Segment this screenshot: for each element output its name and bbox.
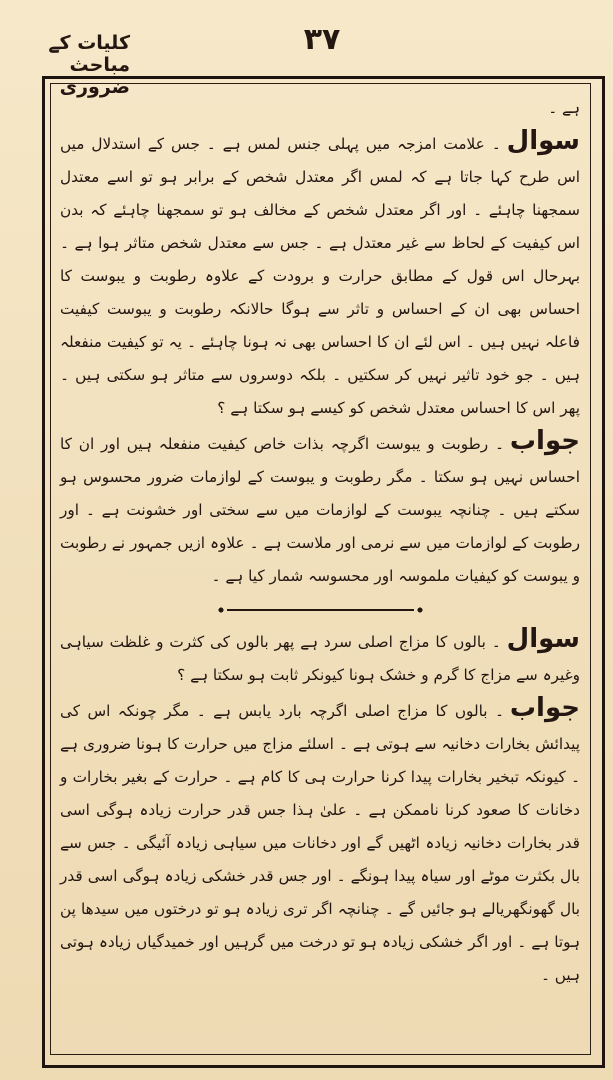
answer-1-text: ۔ رطوبت و یبوست اگرچہ بذات خاص کیفیت منفعلہ ہیں اور ان کا احساس نہیں ہو سکتا ۔ مگر رطوبت و یبوست کے لوازمات ضرور محسوس ہو سکتے ہیں ۔ چنانچہ یبوست کے لوازمات میں سے سختی اور خشونت ہے ۔ اور رطوبت کے لوازمات میں سے نرمی اور ملاست ہے ۔ علاوہ ازیں جمہور نے رطوبت و یبوست کو کیفیات ملموسہ اور محسوسہ شمار کیا ہے ۔ bbox=[60, 435, 580, 585]
answer-1-label: جواب bbox=[509, 426, 580, 456]
answer-2-label: جواب bbox=[509, 693, 580, 723]
page-header bbox=[0, 18, 613, 98]
page-number: ۳۷ bbox=[303, 22, 341, 57]
question-1-label: سوال bbox=[506, 126, 580, 156]
question-2-label: سوال bbox=[506, 624, 580, 654]
carry-over-line: ہے ۔ bbox=[548, 99, 580, 117]
answer-2 bbox=[60, 692, 580, 992]
running-title: کلیات کے مباحث ضروری bbox=[48, 32, 130, 98]
body-text bbox=[60, 92, 580, 992]
question-2 bbox=[60, 623, 580, 692]
answer-1 bbox=[60, 425, 580, 593]
answer-2-text: ۔ بالوں کا مزاج اصلی اگرچہ بارد یابس ہے ۔ مگر چونکہ اس کی پیدائش بخارات دخانیہ سے ہوتی ہے ۔ اسلئے مزاج میں حرارت کا ہونا ضروری ہے ۔ کیونکہ تبخیر بخارات پیدا کرنا حرارت ہی کا کام ہے ۔ حرارت کے بغیر بخارات و دخانات کا صعود کرنا ناممکن ہے ۔ علیٰ ہذا جس قدر حرارت زیادہ ہوگی اسی قدر بخارات دخانیہ زیادہ اٹھیں گے اور دخانات میں سیاہی زیادہ آئیگی ۔ جس سے بال بکثرت موٹے اور سیاہ پیدا ہونگے ۔ اور جس قدر خشکی زیادہ ہوگی اسی قدر بال گھونگھریالے ہو جائیں گے ۔ چنانچہ اگر تری زیادہ ہو تو درختوں میں سیدھا پن ہوتا ہے ۔ اور اگر خشکی زیادہ ہو تو درخت میں گرہیں اور خمیدگیاں زیادہ ہوتی ہیں ۔ bbox=[60, 702, 580, 984]
question-1 bbox=[60, 125, 580, 425]
question-2-text: ۔ بالوں کا مزاج اصلی سرد ہے پھر بالوں کی کثرت و غلظت سیاہی وغیرہ سے مزاج کا گرم و خشک ہونا کیونکر ثابت ہو سکتا ہے ؟ bbox=[60, 633, 580, 684]
question-1-text: ۔ علامت امزجہ میں پہلی جنس لمس ہے ۔ جس کے استدلال میں اس طرح کہا جاتا ہے کہ لمس اگر معتدل شخص کے برابر ہو تو اسے معتدل سمجھنا چاہئے ۔ اور اگر معتدل شخص کے مخالف ہو تو سمجھنا چاہئے کہ بدن اس کیفیت کے لحاظ سے غیر معتدل ہے ۔ جس سے معتدل شخص متاثر ہوا ہے ۔ بہرحال اس قول کے مطابق حرارت و برودت کے علاوہ رطوبت و یبوست کا احساس بھی ان کے احساس و تاثر سے ہوگا حالانکہ رطوبت و یبوست کیفیت فاعلہ نہیں ہیں ۔ اس لئے ان کا احساس بھی نہ ہونا چاہئے ۔ یہ تو کیفیت منفعلہ ہیں ۔ جو خود تاثیر نہیں کر سکتیں ۔ بلکہ دوسروں سے متاثر ہو سکتی ہیں ۔ پھر اس کا احساس معتدل شخص کو کیسے ہو سکتا ہے ؟ bbox=[60, 135, 580, 417]
section-divider bbox=[213, 607, 428, 613]
